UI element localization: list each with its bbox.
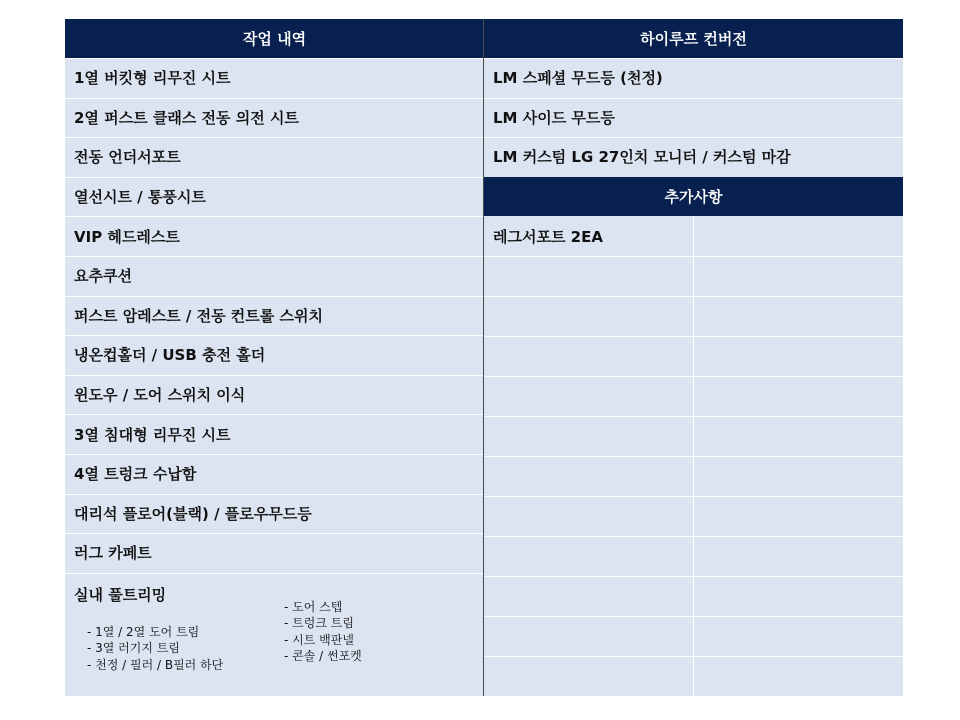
right-header: 하이루프 컨버전	[484, 19, 903, 58]
row-divider	[65, 177, 484, 178]
left-row-title-trimming: 실내 풀트리밍	[74, 586, 167, 605]
extra-row-8	[484, 496, 693, 536]
column-divider	[483, 19, 484, 696]
left-row-9: 윈도우 / 도어 스위치 이식	[74, 386, 246, 405]
extra-row-7	[484, 456, 693, 496]
trim-list-left	[87, 624, 223, 674]
left-row-6: 요추쿠션	[74, 267, 132, 286]
extra-row-1: 레그서포트 2EA	[493, 227, 603, 246]
left-row-11: 4열 트렁크 수납함	[74, 465, 197, 484]
extra-row-3	[484, 296, 693, 336]
row-divider	[484, 137, 903, 138]
trim-item: - 트렁크 트림	[284, 616, 354, 631]
row-divider	[65, 494, 484, 495]
row-divider	[65, 98, 484, 99]
row-divider	[65, 137, 484, 138]
right-row-1: LM 스페셜 무드등 (천정)	[493, 69, 663, 88]
left-row-10: 3열 침대형 리무진 시트	[74, 425, 231, 444]
extra-row-9	[484, 536, 693, 576]
extra-split-line	[693, 216, 694, 696]
row-divider	[65, 335, 484, 336]
trim-item: - 도어 스텝	[284, 599, 343, 614]
row-divider	[65, 375, 484, 376]
trim-item: - 시트 백판넬	[284, 632, 354, 647]
trim-item: - 콘솔 / 썬포켓	[284, 649, 362, 664]
extra-row-10	[484, 576, 693, 616]
extra-header: 추가사항	[484, 177, 903, 217]
row-divider	[65, 414, 484, 415]
row-divider	[484, 98, 903, 99]
trim-item: - 천정 / 필러 / B필러 하단	[87, 657, 224, 672]
left-row-13: 러그 카페트	[74, 544, 152, 563]
extra-row-2	[484, 256, 693, 296]
left-row-3: 전동 언더서포트	[74, 148, 181, 167]
row-divider	[65, 296, 484, 297]
row-divider	[65, 216, 484, 217]
extra-row-6	[484, 416, 693, 456]
left-row-4: 열선시트 / 통풍시트	[74, 188, 206, 207]
row-divider	[65, 58, 484, 59]
work-table	[65, 19, 903, 696]
row-divider	[65, 256, 484, 257]
left-row-1: 1열 버킷형 리무진 시트	[74, 69, 231, 88]
trim-item: - 1열 / 2열 도어 트림	[87, 624, 200, 639]
left-row-7: 퍼스트 암레스트 / 전동 컨트롤 스위치	[74, 306, 323, 325]
extra-row-12	[484, 656, 693, 696]
trim-list-right	[284, 599, 362, 665]
trim-item: - 3열 러기지 트림	[87, 641, 180, 656]
left-row-12: 대리석 플로어(블랙) / 플로우무드등	[74, 504, 312, 523]
extra-row-5	[484, 376, 693, 416]
left-row-5: VIP 헤드레스트	[74, 227, 180, 246]
row-divider	[65, 454, 484, 455]
row-divider	[65, 533, 484, 534]
left-row-8: 냉온컵홀더 / USB 충전 홀더	[74, 346, 266, 365]
left-row-2: 2열 퍼스트 클래스 전동 의전 시트	[74, 108, 299, 127]
row-divider	[484, 58, 903, 59]
extra-row-4	[484, 336, 693, 376]
left-header: 작업 내역	[65, 19, 484, 58]
right-row-2: LM 사이드 무드등	[493, 108, 615, 127]
right-row-3: LM 커스텀 LG 27인치 모니터 / 커스텀 마감	[493, 148, 791, 167]
extra-row-11	[484, 616, 693, 656]
